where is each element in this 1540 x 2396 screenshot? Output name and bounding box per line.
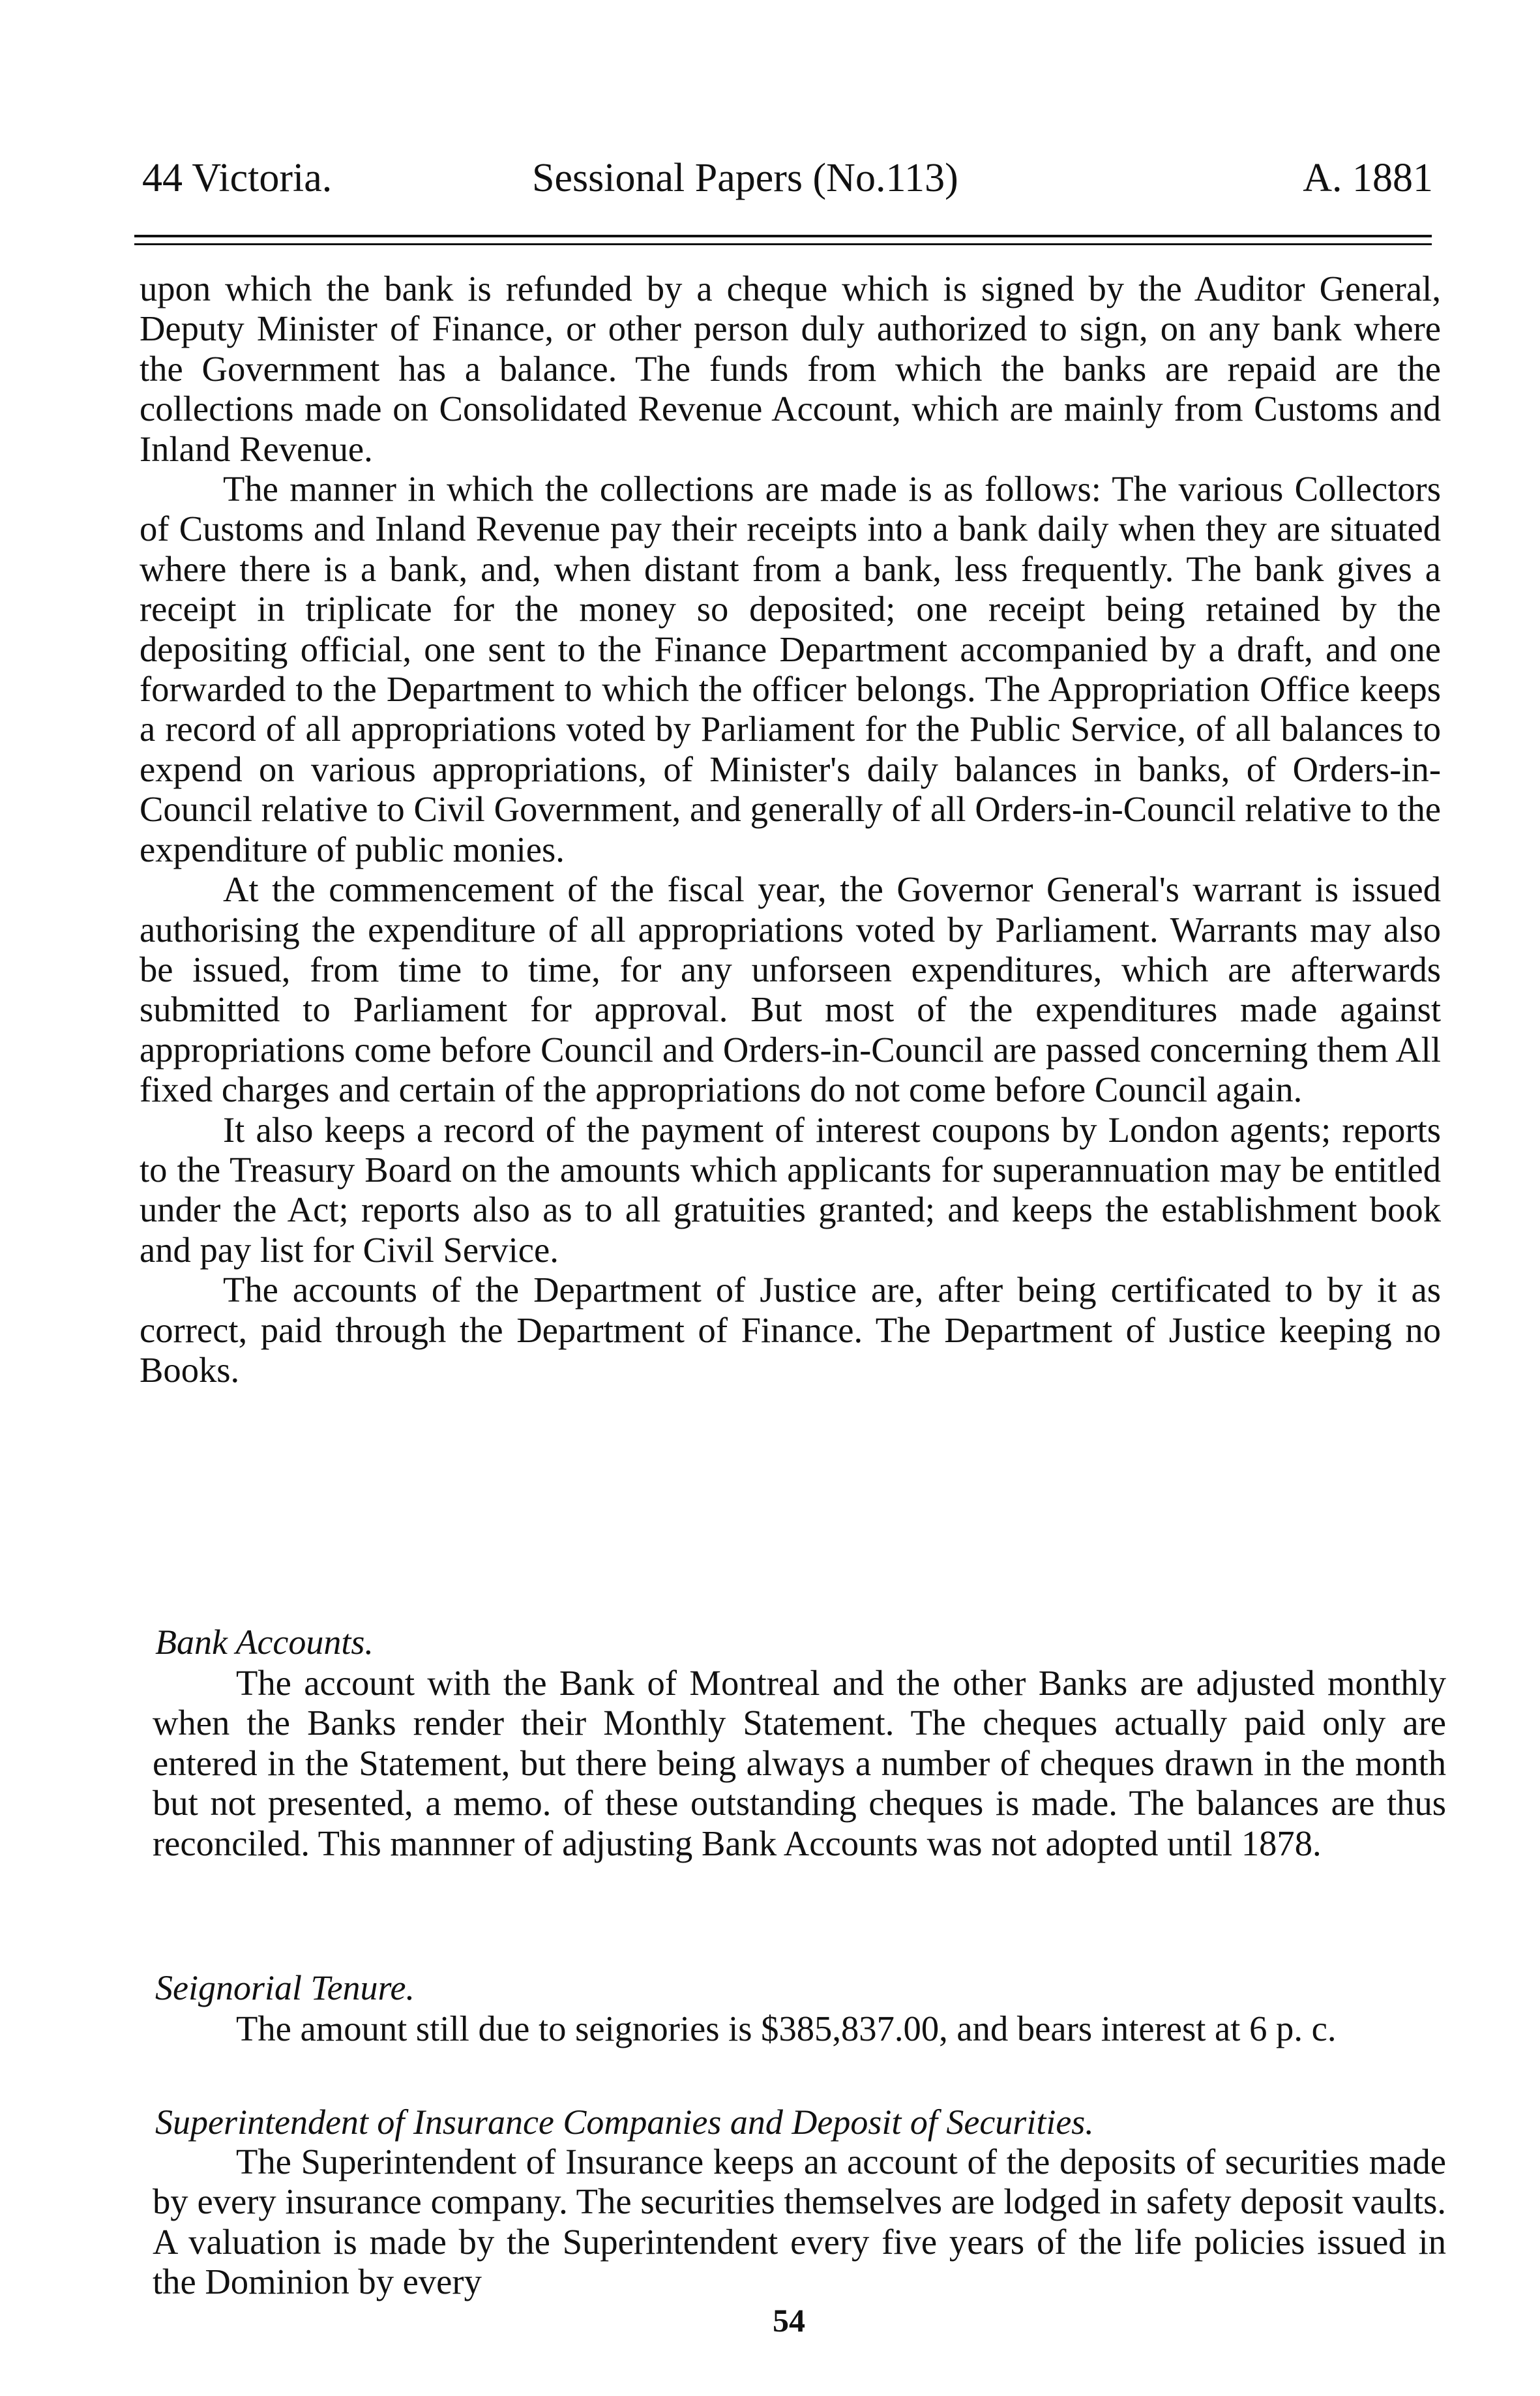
section-title-seignorial-tenure: Seignorial Tenure. bbox=[155, 1968, 415, 2007]
paragraph-fiscal-year: At the commencement of the fiscal year, the Governor General's warrant is issued authorising the expenditure of all appropriations voted by Parliament. Warrants may also be issued, from time to time, for any unforseen expenditures, which are afterwards submitted to Parliament for approval. But most of the expenditures made against appropriations come before Council and Orders-in-Council are passed concerning them All fixed charges and certain of the appropriations do not come before Council again. bbox=[140, 869, 1441, 1110]
section-body-insurance bbox=[153, 2142, 1446, 2302]
header-rule-bottom bbox=[134, 243, 1432, 245]
section-text: The account with the Bank of Montreal and the other Banks are adjusted monthly when the Banks render their Monthly Statement. The cheques actually paid only are entered in the Statement, but there being always a number of cheques drawn in the month but not presented, a memo. of these outstanding cheques is made. The balances are thus reconciled. This mannner of adjusting Bank Accounts was not adopted until 1878. bbox=[153, 1663, 1446, 1863]
paragraph-collections: The manner in which the collections are made is as follows: The various Collectors of Customs and Inland Revenue pay their receipts into a bank daily when they are situated where there is a bank, and, when distant from a bank, less frequently. The bank gives a receipt in triplicate for the money so deposited; one receipt being retained by the depositing official, one sent to the Finance Department accompanied by a draft, and one forwarded to the Department to which the officer belongs. The Appropriation Office keeps a record of all appropriations voted by Parliament for the Public Service, of all balances to expend on various appropriations, of Minister's daily balances in banks, of Orders-in-Council relative to Civil Government, and generally of all Orders-in-Council relative to the expenditure of public monies. bbox=[140, 469, 1441, 869]
section-body-seignorial-tenure bbox=[153, 2009, 1446, 2048]
section-text: The amount still due to seignories is $385,837.00, and bears interest at 6 p. c. bbox=[236, 2009, 1337, 2048]
section-text: The Superintendent of Insurance keeps an account of the deposits of securities made by every insurance company. The securities themselves are lodged in safety deposit vaults. A valuation is made by the Superintendent every five years of the life policies issued in the Dominion by every bbox=[153, 2142, 1446, 2302]
page-number: 54 bbox=[773, 2302, 805, 2339]
paragraph-interest-coupons: It also keeps a record of the payment of interest coupons by London agents; reports to the Treasury Board on the amounts which applicants for superannuation may be entitled under the Act; reports also as to all gratuities granted; and keeps the establishment book and pay list for Civil Service. bbox=[140, 1109, 1441, 1270]
section-title-insurance: Superintendent of Insurance Companies and Deposit of Securities. bbox=[155, 2103, 1094, 2142]
section-title-bank-accounts: Bank Accounts. bbox=[155, 1623, 374, 1662]
header-year: A. 1881 bbox=[1303, 156, 1433, 200]
running-header bbox=[142, 149, 1433, 207]
header-title: Sessional Papers (No.113) bbox=[532, 156, 958, 200]
section-body-bank-accounts bbox=[153, 1663, 1446, 1863]
header-rule-top bbox=[134, 235, 1432, 237]
main-text bbox=[140, 269, 1441, 1390]
paragraph-continued: upon which the bank is refunded by a cheque which is signed by the Auditor General, Deputy Minister of Finance, or other person duly authorized to sign, on any bank where the Government has a balance. The funds from which the banks are repaid are the collections made on Consolidated Revenue Account, which are mainly from Customs and Inland Revenue. bbox=[140, 269, 1441, 469]
paragraph-justice: The accounts of the Department of Justice are, after being certificated to by it as correct, paid through the Department of Finance. The Department of Justice keeping no Books. bbox=[140, 1270, 1441, 1390]
header-volume: 44 Victoria. bbox=[142, 156, 333, 200]
